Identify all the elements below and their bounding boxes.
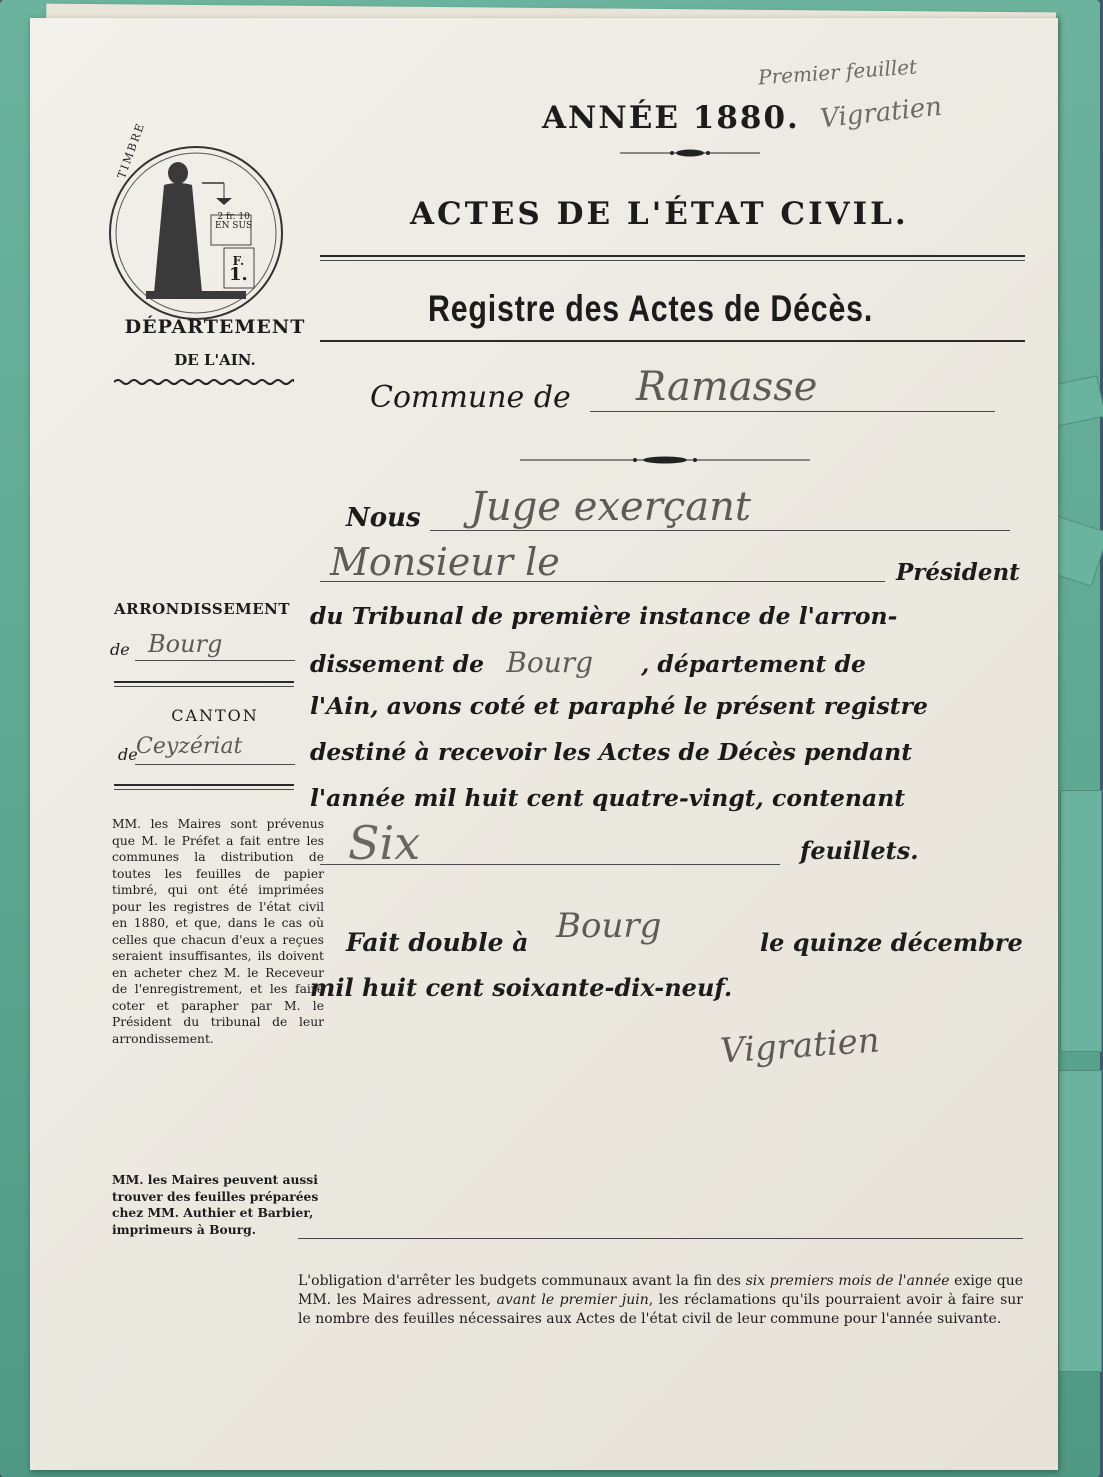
ornament-divider bbox=[520, 455, 810, 465]
separator bbox=[114, 681, 294, 683]
department-sub: DE L'AIN. bbox=[174, 351, 256, 369]
footnote-text: , les réclamations qu'ils pourraient avoir à faire sur le nombre des feuilles nécessaires aux Actes de l'état civil de leur commune pour l'année suivante. bbox=[298, 1292, 1023, 1327]
corner-signature: Vigratien bbox=[818, 91, 944, 135]
top-rule-thin bbox=[320, 260, 1025, 261]
footnote-emphasis: six premiers mois de l'année bbox=[745, 1273, 950, 1289]
stamp-code-line: 1. bbox=[229, 264, 248, 285]
blank-line bbox=[430, 530, 1010, 531]
stamp-price-line: EN SUS bbox=[215, 221, 253, 231]
body-line-2-end: , département de bbox=[641, 650, 866, 678]
stamp-code-line: F. bbox=[232, 254, 245, 268]
body-line-4: destiné à recevoir les Actes de Décès pendant bbox=[310, 738, 913, 766]
year-heading: ANNÉE 1880. bbox=[542, 100, 800, 136]
department-heading: DÉPARTEMENT bbox=[124, 316, 306, 338]
stamp-price-line: 2 fr. bbox=[217, 212, 236, 222]
date-text: le quinze décembre bbox=[760, 928, 1023, 957]
stamp-price bbox=[215, 213, 252, 231]
arrondissement-de: de bbox=[110, 640, 130, 659]
body-line-1: du Tribunal de première instance de l'arron- bbox=[310, 602, 898, 630]
tax-stamp bbox=[106, 143, 286, 323]
ornament-divider bbox=[620, 148, 760, 158]
footnote-emphasis: avant le premier juin bbox=[496, 1292, 649, 1308]
stamp-price-line: 10 bbox=[238, 212, 250, 222]
register-page bbox=[30, 18, 1058, 1470]
canton-line bbox=[135, 764, 295, 765]
folder-tab bbox=[1060, 790, 1102, 1052]
president-signature: Vigratien bbox=[718, 1020, 881, 1072]
canton-value: Ceyzériat bbox=[136, 734, 243, 759]
fait-double: Fait double à bbox=[346, 928, 529, 957]
bottom-rule bbox=[320, 340, 1025, 342]
separator bbox=[114, 784, 294, 786]
separator bbox=[114, 789, 294, 790]
mayors-notice: MM. les Maires sont prévenus que M. le Préfet a fait entre les communes la distribution de toutes les feuilles de papier timbré, qui ont été imprimées pour les registres de l'état civil en 1880, et que, dans le cas où celles que chacun d'eux a reçues seraient insuffisantes, ils doivent en acheter chez M. le Receveur de l'enregistrement, et les faire coter et parapher par M. le Président du tribunal de leur arrondissement. bbox=[112, 817, 324, 1046]
canton-label: CANTON bbox=[171, 706, 259, 725]
canton-de: de bbox=[118, 745, 138, 764]
arrondissement-line bbox=[135, 660, 295, 661]
body-line-5: l'année mil huit cent quatre-vingt, contenant bbox=[310, 784, 906, 812]
nous-label: Nous bbox=[346, 503, 421, 533]
blank-line bbox=[320, 581, 885, 582]
body-line-3: l'Ain, avons coté et paraphé le présent registre bbox=[310, 692, 928, 720]
handwritten-monsieur: Monsieur le bbox=[330, 540, 560, 584]
separator bbox=[114, 686, 294, 687]
handwritten-bourg: Bourg bbox=[506, 646, 594, 679]
document-title: ACTES DE L'ÉTAT CIVIL. bbox=[410, 196, 909, 232]
commune-line bbox=[590, 411, 995, 412]
footnote bbox=[298, 1272, 1023, 1329]
footnote-text: L'obligation d'arrêter les budgets communaux avant la fin des bbox=[298, 1273, 741, 1289]
top-rule bbox=[320, 255, 1025, 257]
blank-line bbox=[320, 864, 780, 865]
commune-value: Ramasse bbox=[636, 364, 818, 410]
register-title: Registre des Actes de Décès. bbox=[428, 288, 874, 329]
footnote-text: exige que MM. les Maires adressent, bbox=[298, 1273, 1023, 1308]
wavy-divider bbox=[114, 378, 294, 386]
president-label: Président bbox=[896, 559, 1020, 586]
handwritten-bourg-2: Bourg bbox=[556, 906, 662, 946]
stamp-code bbox=[229, 254, 248, 283]
handwritten-six: Six bbox=[348, 816, 421, 870]
handwritten-title: Juge exerçant bbox=[470, 484, 751, 530]
folder-tab bbox=[1058, 1070, 1102, 1372]
commune-label: Commune de bbox=[370, 380, 571, 415]
body-line-2-start: dissement de bbox=[310, 650, 485, 678]
feuillets-label: feuillets. bbox=[800, 836, 919, 865]
footnote-rule bbox=[298, 1238, 1023, 1239]
year-text: mil huit cent soixante-dix-neuf. bbox=[310, 973, 733, 1002]
arrondissement-value: Bourg bbox=[148, 630, 223, 658]
stamp-label: TIMBRE bbox=[115, 120, 148, 181]
mayors-notice-printers: MM. les Maires peuvent aussi trouver des feuilles préparées chez MM. Authier et Barbier, imprimeurs à Bourg. bbox=[112, 1172, 319, 1237]
corner-note: Premier feuillet bbox=[757, 54, 918, 90]
body-line-2 bbox=[310, 646, 866, 679]
arrondissement-label: ARRONDISSEMENT bbox=[114, 600, 291, 618]
